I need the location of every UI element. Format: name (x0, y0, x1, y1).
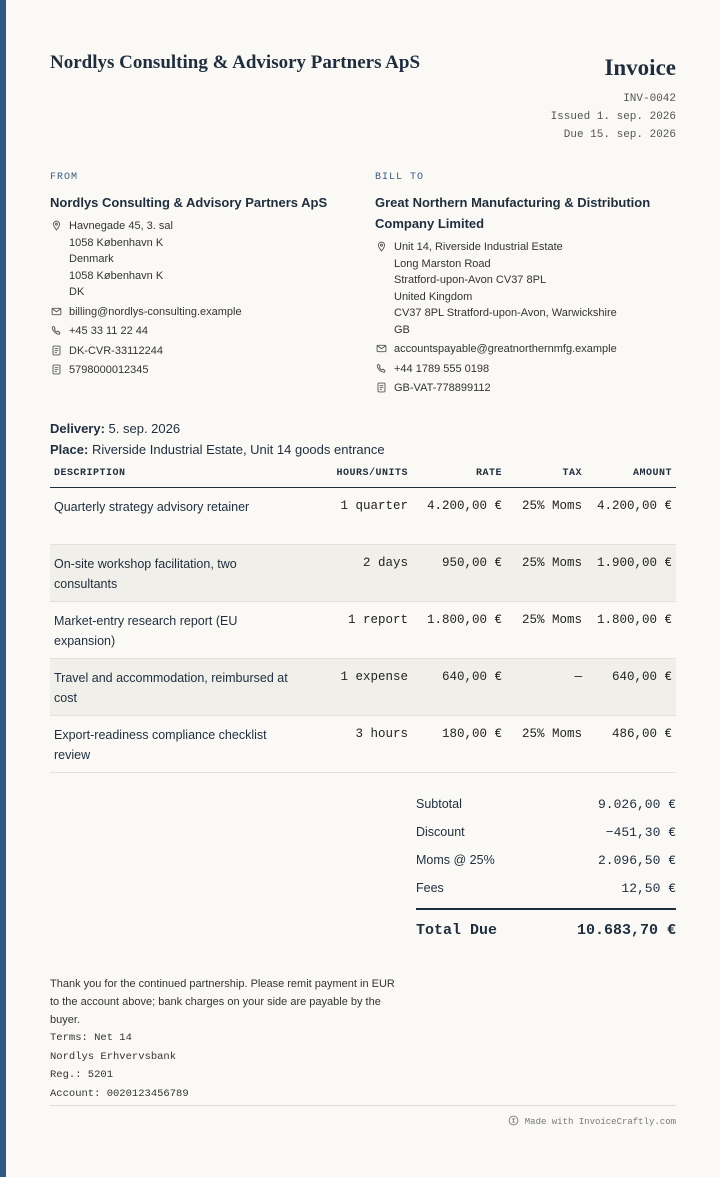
item-amount: 1.800,00 € (596, 613, 672, 627)
subtotal-row (416, 790, 676, 818)
place-label: Place: (50, 442, 89, 457)
col-description: DESCRIPTION (54, 468, 126, 479)
item-description: Quarterly strategy advisory retainer (54, 500, 250, 514)
buyer-email[interactable]: accountspayable@greatnorthernmfg.example (394, 343, 617, 355)
total-due-row (416, 908, 676, 950)
delivery-date-line (50, 418, 676, 439)
bank-account: Account: 0020123456789 (50, 1087, 189, 1100)
buyer-address-line: United Kingdom (394, 290, 473, 303)
discount-label: Discount (416, 825, 465, 839)
document-icon (375, 380, 387, 393)
item-tax: 25% Moms (521, 613, 582, 627)
seller-company-name: Nordlys Consulting & Advisory Partners ApS (50, 52, 421, 73)
discount-row (416, 818, 676, 846)
from-label: FROM (50, 172, 79, 183)
item-description: Market-entry research report (EU expansion) (54, 614, 238, 648)
seller-phone[interactable]: +45 33 11 22 44 (69, 325, 149, 337)
delivery-info (50, 418, 676, 460)
invoice-page (6, 0, 720, 1177)
item-rate: 4.200,00 € (426, 499, 502, 513)
delivery-place-line (50, 439, 676, 460)
buyer-address-line: Stratford-upon-Avon CV37 8PL (394, 274, 547, 286)
item-description: Export-readiness compliance checklist review (54, 728, 267, 762)
discount-value: −451,30 € (605, 824, 676, 840)
table-row (50, 659, 676, 716)
item-rate: 950,00 € (441, 556, 502, 570)
item-qty: 3 hours (355, 727, 408, 741)
buyer-address-line: Long Marston Road (394, 257, 491, 270)
thank-you-message: Thank you for the continued partnership. Please remit payment in EUR to the account above; bank charges on your side are payable by the buyer. (50, 978, 395, 1026)
delivery-label: Delivery: (50, 421, 105, 436)
buyer-phone-line (375, 361, 675, 378)
item-qty: 1 quarter (340, 499, 408, 513)
tax-row (416, 846, 676, 874)
bill-to-label: BILL TO (375, 172, 425, 183)
totals-block (416, 790, 676, 950)
item-amount: 4.200,00 € (596, 499, 672, 513)
invoice-meta (551, 90, 676, 144)
fees-value: 12,50 € (621, 880, 676, 896)
phone-icon (375, 361, 387, 374)
parties-section (50, 172, 676, 397)
seller-phone-line (50, 323, 350, 340)
made-with-text[interactable]: Made with InvoiceCraftly.com (524, 1117, 676, 1127)
item-rate: 180,00 € (441, 727, 502, 741)
mail-icon (50, 304, 62, 317)
location-pin-icon (50, 218, 62, 231)
document-icon (50, 362, 62, 375)
fees-row (416, 874, 676, 902)
col-rate: RATE (475, 468, 502, 479)
buyer-address (375, 239, 675, 338)
seller-email-line (50, 304, 350, 321)
buyer-phone[interactable]: +44 1789 555 0198 (394, 362, 490, 375)
buyer-address-line: GB (394, 323, 410, 336)
tax-label: Moms @ 25% (416, 853, 495, 867)
item-qty: 1 expense (340, 670, 408, 684)
seller-reg-line (50, 343, 350, 360)
item-tax: 25% Moms (521, 727, 582, 741)
total-due-value: 10.683,70 € (576, 921, 676, 939)
col-hours-units: HOURS/UNITS (336, 468, 408, 479)
item-description: On-site workshop facilitation, two consultants (54, 557, 237, 591)
seller-address-line: 1058 København K (69, 236, 164, 249)
subtotal-label: Subtotal (416, 797, 462, 811)
invoice-title: Invoice (604, 55, 676, 80)
from-block (50, 172, 350, 382)
item-tax: — (574, 670, 582, 684)
invoice-number: INV-0042 (623, 93, 676, 105)
made-with-footer[interactable] (508, 1115, 676, 1129)
location-pin-icon (375, 239, 387, 252)
delivery-date: 5. sep. 2026 (108, 421, 181, 436)
total-due-label: Total Due (416, 921, 498, 939)
subtotal-value: 9.026,00 € (597, 796, 676, 812)
item-description: Travel and accommodation, reimbursed at cost (54, 671, 288, 705)
mail-icon (375, 341, 387, 354)
seller-name: Nordlys Consulting & Advisory Partners ApS (50, 195, 328, 210)
item-tax: 25% Moms (521, 499, 582, 513)
buyer-vat-line (375, 380, 675, 397)
bill-to-block (375, 172, 675, 400)
fees-label: Fees (416, 881, 444, 895)
footer-divider (50, 1105, 676, 1106)
table-row (50, 488, 676, 545)
info-icon (508, 1115, 525, 1129)
delivery-place: Riverside Industrial Estate, Unit 14 goods entrance (91, 442, 385, 457)
bank-reg: Reg.: 5201 (50, 1069, 114, 1081)
seller-address-line: Havnegade 45, 3. sal (69, 220, 173, 232)
seller-reg-id: DK-CVR-33112244 (69, 344, 163, 357)
col-tax: TAX (562, 468, 582, 479)
item-tax: 25% Moms (521, 556, 582, 570)
col-amount: AMOUNT (632, 468, 672, 479)
table-header (50, 460, 676, 488)
item-qty: 1 report (347, 613, 408, 627)
seller-gln: 5798000012345 (69, 364, 149, 376)
document-icon (50, 343, 62, 356)
seller-address-line: DK (69, 286, 85, 298)
item-amount: 1.900,00 € (596, 556, 672, 570)
item-amount: 486,00 € (611, 727, 672, 741)
payment-notes (50, 975, 400, 1103)
seller-address-line: 1058 København K (69, 269, 164, 282)
phone-icon (50, 323, 62, 336)
line-items-table (50, 460, 676, 773)
item-rate: 1.800,00 € (426, 613, 502, 627)
table-row (50, 716, 676, 773)
table-row (50, 545, 676, 602)
buyer-address-line: Unit 14, Riverside Industrial Estate (394, 241, 563, 253)
bank-name: Nordlys Erhvervsbank (50, 1050, 177, 1063)
item-rate: 640,00 € (441, 670, 502, 684)
buyer-name: Great Northern Manufacturing & Distribution Company Limited (375, 195, 651, 231)
seller-address-line: Denmark (69, 253, 114, 265)
tax-value: 2.096,50 € (597, 852, 676, 868)
item-qty: 2 days (362, 556, 408, 570)
seller-gln-line (50, 362, 350, 379)
buyer-address-line: CV37 8PL Stratford-upon-Avon, Warwickshire (394, 307, 617, 319)
issue-date: Issued 1. sep. 2026 (550, 111, 676, 123)
item-amount: 640,00 € (611, 670, 672, 684)
payment-terms: Terms: Net 14 (50, 1032, 132, 1044)
seller-address (50, 218, 350, 301)
buyer-email-line (375, 341, 675, 358)
table-row (50, 602, 676, 659)
buyer-vat: GB-VAT-778899112 (394, 382, 491, 394)
seller-email[interactable]: billing@nordlys-consulting.example (69, 305, 242, 318)
due-date: Due 15. sep. 2026 (563, 129, 676, 141)
invoice-header (50, 52, 676, 147)
